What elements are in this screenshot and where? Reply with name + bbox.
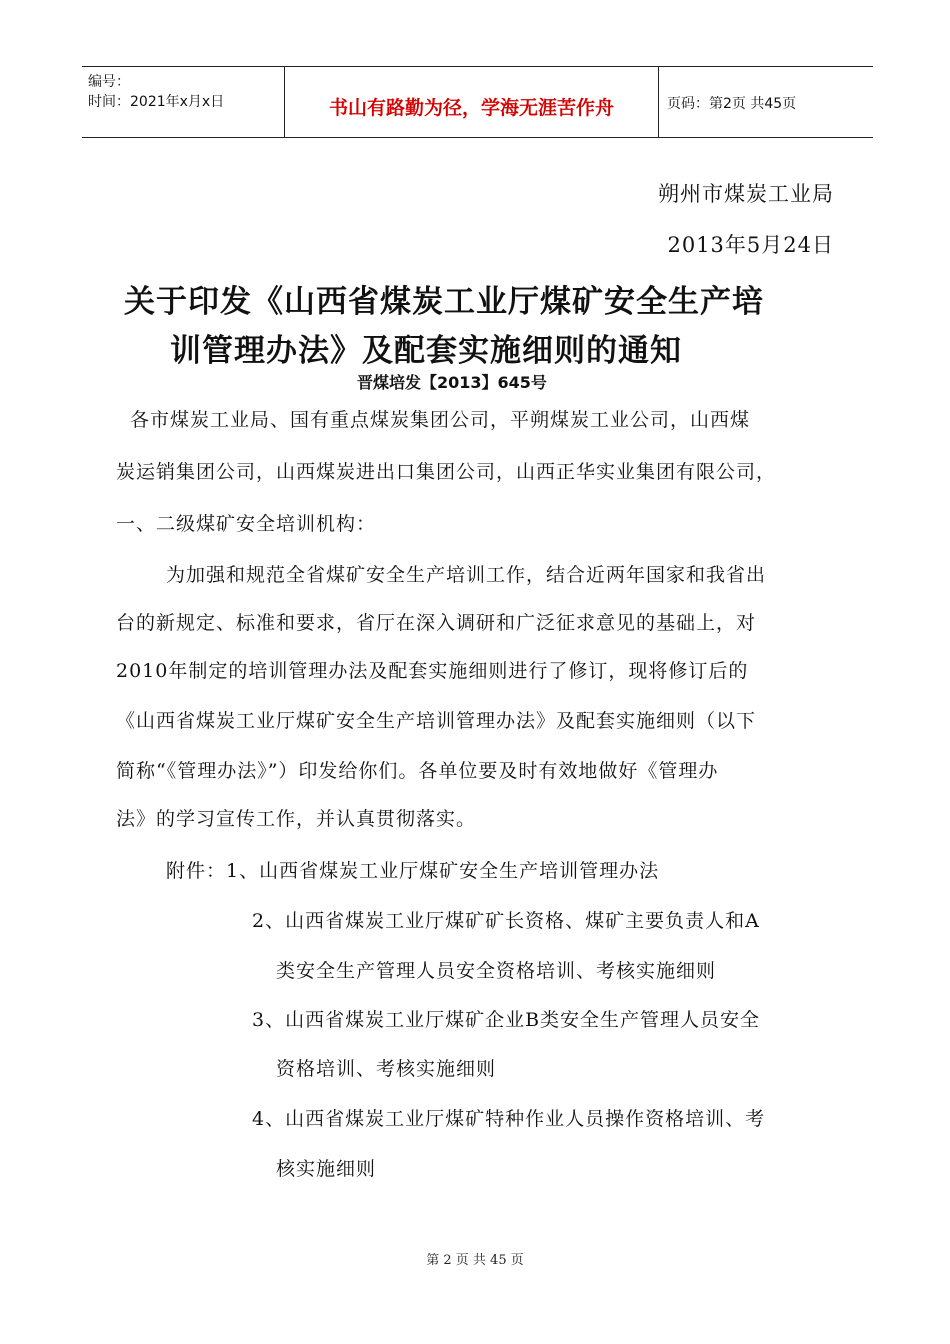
notice-title-line-1: 关于印发《山西省煤炭工业厅煤矿安全生产培 [124, 284, 764, 320]
header-slogan: 书山有路勤为径，学海无涯苦作舟 [328, 97, 614, 119]
issue-date: 2013年5月24日 [667, 233, 834, 257]
header-meta-cell [82, 67, 284, 137]
header-page-cell [659, 67, 873, 137]
header-page-label: 页码：第2页 共45页 [667, 96, 797, 112]
body-line: 台的新规定、标准和要求，省厅在深入调研和广泛征求意见的基础上，对 [116, 612, 757, 634]
notice-title-line-2: 训管理办法》及配套实施细则的通知 [170, 333, 682, 369]
attachment-item: 2、山西省煤炭工业厅煤矿矿长资格、煤矿主要负责人和A [252, 910, 760, 932]
header-slogan-cell [284, 67, 659, 137]
document-time-label: 时间：2021年x月x日 [88, 94, 225, 110]
body-line: 为加强和规范全省煤矿安全生产培训工作，结合近两年国家和我省出 [166, 564, 767, 586]
body-line: 2010年制定的培训管理办法及配套实施细则进行了修订，现将修订后的 [116, 660, 749, 682]
attachment-item: 4、山西省煤炭工业厅煤矿特种作业人员操作资格培训、考 [252, 1108, 766, 1130]
attachment-item: 资格培训、考核实施细则 [276, 1058, 497, 1080]
body-line: 法》的学习宣传工作，并认真贯彻落实。 [116, 808, 477, 830]
issuer-name: 朔州市煤炭工业局 [658, 182, 834, 206]
attachment-item: 附件：1、山西省煤炭工业厅煤矿安全生产培训管理办法 [166, 860, 660, 882]
body-line: 一、二级煤矿安全培训机构： [116, 513, 377, 535]
body-line: 简称“《管理办法》”）印发给你们。各单位要及时有效地做好《管理办 [116, 760, 719, 782]
page-footer: 第 2 页 共 45 页 [426, 1253, 524, 1268]
attachment-item: 3、山西省煤炭工业厅煤矿企业B类安全生产管理人员安全 [252, 1009, 761, 1031]
body-line: 各市煤炭工业局、国有重点煤炭集团公司，平朔煤炭工业公司，山西煤 [130, 409, 751, 431]
document-reference-number: 晋煤培发【2013】645号 [357, 373, 547, 392]
document-number-label: 编号： [88, 74, 130, 90]
body-line: 《山西省煤炭工业厅煤矿安全生产培训管理办法》及配套实施细则（以下 [116, 710, 757, 732]
body-line: 炭运销集团公司，山西煤炭进出口集团公司，山西正华实业集团有限公司， [116, 461, 777, 483]
attachment-item: 类安全生产管理人员安全资格培训、考核实施细则 [276, 960, 717, 982]
attachment-item: 核实施细则 [276, 1158, 377, 1180]
document-header [82, 66, 873, 138]
